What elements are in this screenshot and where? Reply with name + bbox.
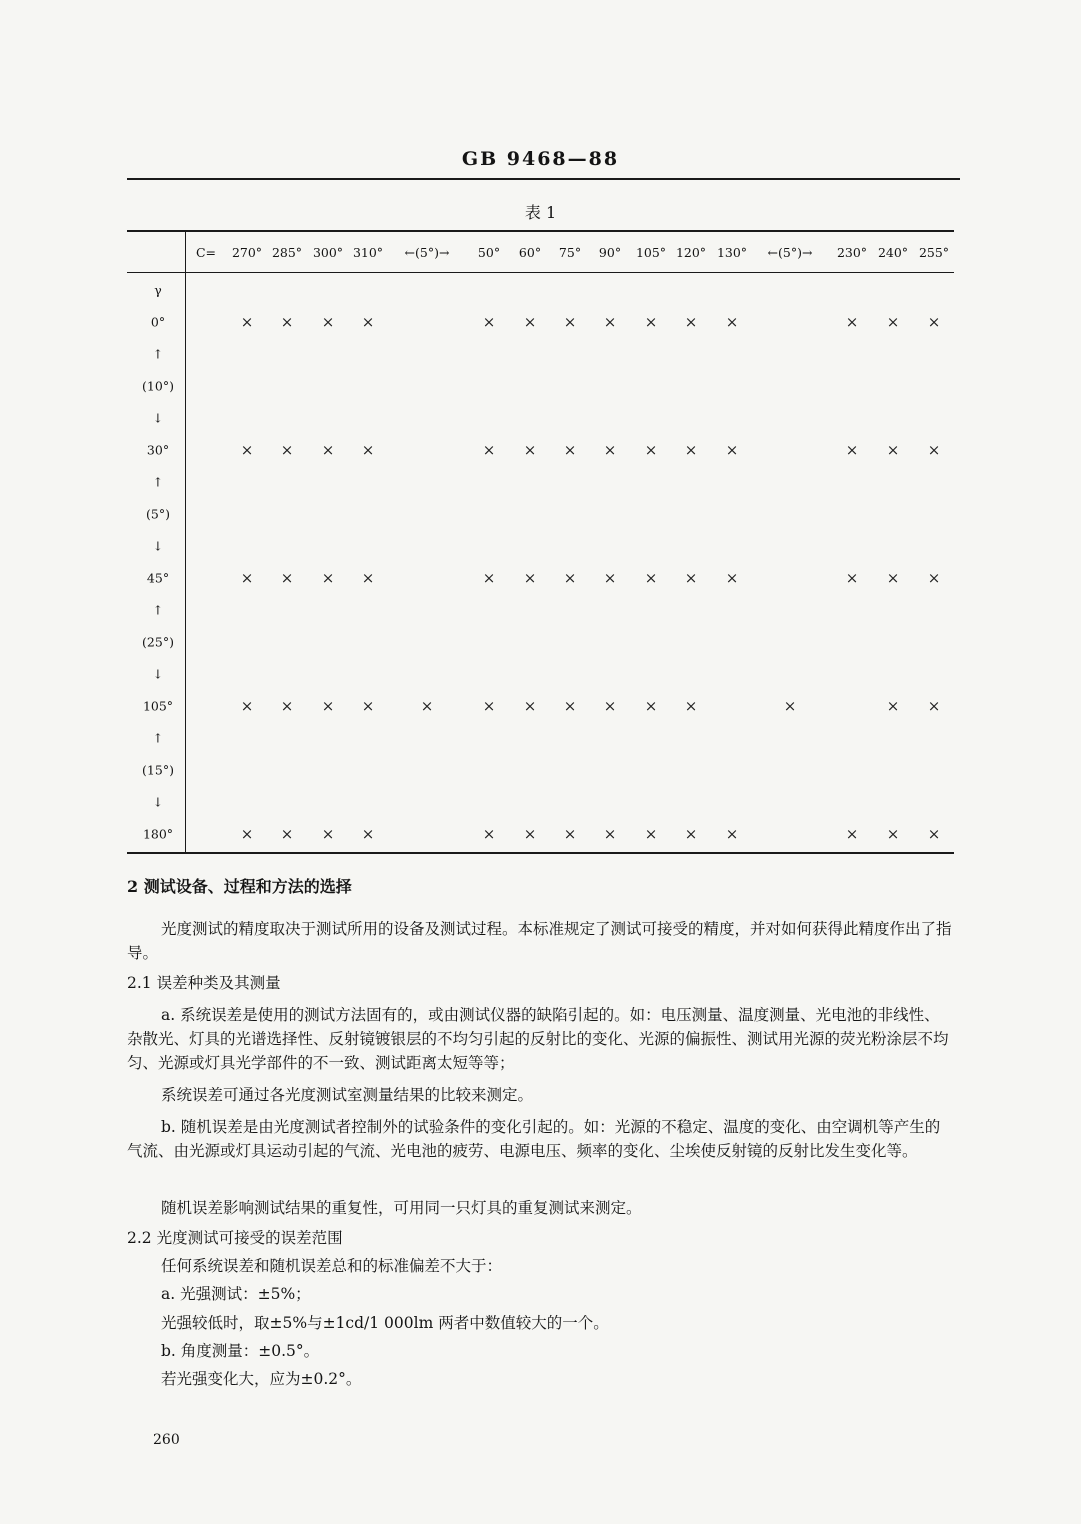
- column-header: 60°: [518, 245, 542, 260]
- measurement-mark: ×: [482, 569, 496, 587]
- row-label: (10°): [142, 378, 174, 394]
- measurement-mark: ×: [725, 825, 739, 843]
- measurement-mark: ×: [845, 569, 859, 587]
- row-label: ↓: [152, 538, 164, 554]
- table-header-rule: [127, 272, 954, 273]
- table-top-rule: [127, 230, 954, 232]
- measurement-mark: ×: [845, 825, 859, 843]
- c-label: C=: [195, 245, 217, 260]
- section-2-intro: 光度测试的精度取决于测试所用的设备及测试过程。本标准规定了测试可接受的精度，并对如何获得此精度作出了指导。: [127, 920, 952, 962]
- column-header: 105°: [635, 245, 667, 260]
- measurement-mark: ×: [523, 697, 537, 715]
- measurement-mark: ×: [603, 313, 617, 331]
- section-2-heading: 2 测试设备、过程和方法的选择: [127, 877, 352, 896]
- measurement-mark: ×: [684, 313, 698, 331]
- intensity-tolerance: a. 光强测试：±5%；: [161, 1285, 311, 1303]
- measurement-mark: ×: [240, 313, 254, 331]
- column-header: 270°: [231, 245, 263, 260]
- measurement-mark: ×: [603, 697, 617, 715]
- measurement-mark: ×: [603, 441, 617, 459]
- measurement-mark: ×: [280, 825, 294, 843]
- measurement-mark: ×: [482, 697, 496, 715]
- row-label: ↑: [152, 346, 164, 362]
- column-header: 230°: [836, 245, 868, 260]
- measurement-mark: ×: [280, 697, 294, 715]
- column-header: 50°: [477, 245, 501, 260]
- measurement-mark: ×: [482, 441, 496, 459]
- row-label: (5°): [146, 506, 170, 522]
- measurement-mark: ×: [361, 825, 375, 843]
- measurement-mark: ×: [361, 441, 375, 459]
- row-label: ↓: [152, 410, 164, 426]
- gamma-label: γ: [154, 282, 162, 298]
- table-bottom-rule: [127, 852, 954, 854]
- column-header: 90°: [598, 245, 622, 260]
- header-rule: [127, 178, 960, 180]
- measurement-mark: ×: [321, 313, 335, 331]
- measurement-mark: ×: [644, 313, 658, 331]
- measurement-mark: ×: [886, 825, 900, 843]
- measurement-mark: ×: [684, 569, 698, 587]
- section-2-2-heading: 2.2 光度测试可接受的误差范围: [127, 1229, 343, 1247]
- measurement-mark: ×: [240, 697, 254, 715]
- measurement-mark: ×: [845, 441, 859, 459]
- measurement-mark: ×: [927, 697, 941, 715]
- measurement-mark: ×: [482, 313, 496, 331]
- measurement-mark: ×: [361, 313, 375, 331]
- row-label: (15°): [142, 762, 174, 778]
- column-header: ←(5°)→: [767, 245, 813, 260]
- angle-tolerance: b. 角度测量：±0.5°。: [161, 1342, 320, 1360]
- row-label: 45°: [146, 570, 170, 586]
- measurement-mark: ×: [523, 313, 537, 331]
- row-label: ↓: [152, 666, 164, 682]
- measurement-mark: ×: [321, 569, 335, 587]
- measurement-mark: ×: [927, 569, 941, 587]
- measurement-mark: ×: [783, 697, 797, 715]
- measurement-mark: ×: [482, 825, 496, 843]
- measurement-mark: ×: [644, 569, 658, 587]
- measurement-mark: ×: [725, 441, 739, 459]
- measurement-mark: ×: [886, 441, 900, 459]
- measurement-mark: ×: [523, 441, 537, 459]
- row-label: ↑: [152, 730, 164, 746]
- row-label: 180°: [142, 826, 174, 842]
- column-header: 285°: [271, 245, 303, 260]
- measurement-mark: ×: [886, 569, 900, 587]
- measurement-mark: ×: [644, 825, 658, 843]
- measurement-mark: ×: [280, 441, 294, 459]
- measurement-mark: ×: [684, 697, 698, 715]
- measurement-mark: ×: [563, 313, 577, 331]
- random-error-paragraph: b. 随机误差是由光度测试者控制外的试验条件的变化引起的。如：光源的不稳定、温度的变化、由空调机等产生的气流、由光源或灯具运动引起的气流、光电池的疲劳、电源电压、频率的变化、尘埃使反射镜的反射比发生变化等。: [127, 1118, 941, 1160]
- measurement-mark: ×: [523, 825, 537, 843]
- measurement-mark: ×: [321, 441, 335, 459]
- measurement-mark: ×: [927, 825, 941, 843]
- measurement-mark: ×: [684, 825, 698, 843]
- measurement-mark: ×: [644, 697, 658, 715]
- column-header: 120°: [675, 245, 707, 260]
- measurement-mark: ×: [603, 569, 617, 587]
- row-label: ↑: [152, 474, 164, 490]
- row-label: ↑: [152, 602, 164, 618]
- measurement-mark: ×: [563, 441, 577, 459]
- measurement-mark: ×: [361, 697, 375, 715]
- column-header: 255°: [918, 245, 950, 260]
- column-header: 300°: [312, 245, 344, 260]
- row-label: (25°): [142, 634, 174, 650]
- row-label: 0°: [150, 314, 166, 330]
- measurement-mark: ×: [240, 825, 254, 843]
- measurement-mark: ×: [644, 441, 658, 459]
- random-error-note: 随机误差影响测试结果的重复性，可用同一只灯具的重复测试来测定。: [161, 1199, 642, 1217]
- angle-tolerance-note: 若光强变化大，应为±0.2°。: [161, 1370, 362, 1388]
- measurement-mark: ×: [280, 313, 294, 331]
- measurement-mark: ×: [563, 697, 577, 715]
- measurement-mark: ×: [523, 569, 537, 587]
- column-header: 75°: [558, 245, 582, 260]
- measurement-mark: ×: [845, 313, 859, 331]
- tolerance-intro: 任何系统误差和随机误差总和的标准偏差不大于：: [161, 1257, 503, 1275]
- page-number: 260: [153, 1432, 180, 1448]
- measurement-mark: ×: [927, 441, 941, 459]
- measurement-mark: ×: [603, 825, 617, 843]
- row-label: ↓: [152, 794, 164, 810]
- systematic-error-paragraph: a. 系统误差是使用的测试方法固有的，或由测试仪器的缺陷引起的。如：电压测量、温度测量、光电池的非线性、杂散光、灯具的光谱选择性、反射镜镀银层的不均匀引起的反射比的变化、光源的偏振性、测试用光源的荧光粉涂层不均匀、光源或灯具光学部件的不一致、测试距离太短等等；: [127, 1006, 949, 1072]
- measurement-mark: ×: [563, 825, 577, 843]
- measurement-mark: ×: [563, 569, 577, 587]
- column-header: 240°: [877, 245, 909, 260]
- measurement-mark: ×: [927, 313, 941, 331]
- section-2-1-heading: 2.1 误差种类及其测量: [127, 974, 281, 992]
- measurement-mark: ×: [361, 569, 375, 587]
- measurement-mark: ×: [725, 569, 739, 587]
- column-header: 310°: [352, 245, 384, 260]
- systematic-error-note: 系统误差可通过各光度测试室测量结果的比较来测定。: [161, 1086, 534, 1104]
- standard-number: GB 9468—88: [461, 148, 620, 170]
- measurement-mark: ×: [240, 441, 254, 459]
- row-label: 105°: [142, 698, 174, 714]
- measurement-mark: ×: [321, 697, 335, 715]
- measurement-mark: ×: [725, 313, 739, 331]
- measurement-mark: ×: [321, 825, 335, 843]
- column-header: 130°: [716, 245, 748, 260]
- measurement-mark: ×: [886, 313, 900, 331]
- measurement-mark: ×: [280, 569, 294, 587]
- measurement-mark: ×: [420, 697, 434, 715]
- row-label: 30°: [146, 442, 170, 458]
- measurement-mark: ×: [886, 697, 900, 715]
- column-header: ←(5°)→: [404, 245, 450, 260]
- measurement-mark: ×: [684, 441, 698, 459]
- table-caption: 表 1: [524, 203, 557, 222]
- measurement-mark: ×: [240, 569, 254, 587]
- intensity-tolerance-note: 光强较低时，取±5%与±1cd/1 000lm 两者中数值较大的一个。: [161, 1314, 609, 1332]
